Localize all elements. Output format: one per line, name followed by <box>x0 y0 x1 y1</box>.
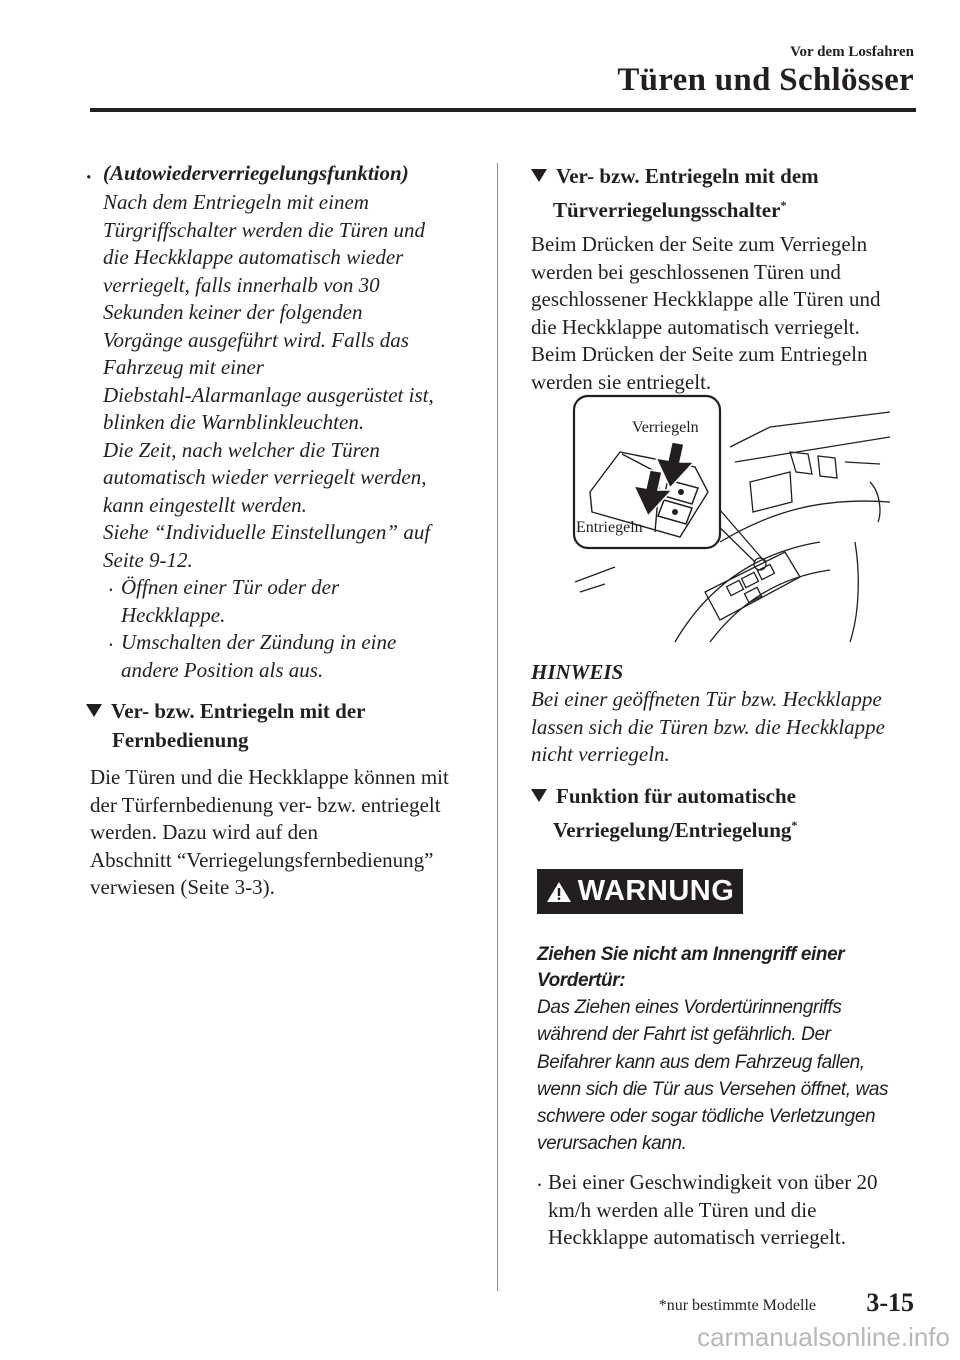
sub-bullet-open-door: Öffnen einer Tür oder der Heckklappe. <box>121 575 340 627</box>
warning-label: WARNUNG <box>577 875 735 907</box>
triangle-icon <box>86 704 102 717</box>
heading-door-switch: Ver- bzw. Entriegeln mit dem Türverriegelungsschalter* <box>531 162 819 225</box>
auto-relock-heading: (Autowiederverriegelungsfunktion) <box>103 161 409 185</box>
section-label: Vor dem Losfahren <box>790 44 914 60</box>
triangle-icon <box>531 789 547 802</box>
watermark: carmanualsonline.info <box>697 1322 950 1352</box>
warning-icon <box>546 880 572 904</box>
header-rule <box>90 108 916 112</box>
column-divider <box>497 163 498 1291</box>
note-text: Bei einer geöffneten Tür bzw. Heckklappe lassen sich die Türen bzw. die Heckklappe nicht verriegeln. <box>531 687 886 766</box>
warning-text: Das Ziehen eines Vordertürinnengriffs während der Fahrt ist gefährlich. Der Beifahrer kann aus dem Fahrzeug fallen, wenn sich die Tür aus Versehen öffnet, was schwere oder sogar tödliche Verletzungen verursachen kann. <box>537 997 889 1155</box>
page-number: 3-15 <box>866 1288 914 1317</box>
sub-bullet-dot: · <box>536 1173 543 1197</box>
door-switch-paragraph: Beim Drücken der Seite zum Verriegeln werden bei geschlossenen Türen und geschlossener Heckklappe alle Türen und die Heckklappe automatisch verriegelt. Beim Drücken der Seite zum Entriegeln werden sie entriegelt. <box>531 232 881 394</box>
note-title: HINWEIS <box>531 660 624 684</box>
warning-banner <box>537 869 743 914</box>
remote-paragraph: Die Türen und die Heckklappe können mit der Türfernbedienung ver- bzw. entriegelt werden. Dazu wird auf den Abschnitt “Verriegelungsfernbedienung” verwiesen (Seite 3-3). <box>90 765 449 899</box>
label-entriegeln: Entriegeln <box>576 519 643 536</box>
sub-bullet-dot: · <box>108 633 114 657</box>
label-verriegeln: Verriegeln <box>632 419 699 436</box>
door-switch-illustration <box>560 392 900 652</box>
heading-auto-lock: Funktion für automatische Verriegelung/Entriegelung* <box>531 782 797 845</box>
sub-bullet-dot: · <box>108 578 114 602</box>
footnote: *nur bestimmte Modelle <box>658 1297 816 1314</box>
bullet-dot: · <box>86 165 92 189</box>
auto-relock-text: Nach dem Entriegeln mit einem Türgriffschalter werden die Türen und die Heckklappe automatisch wieder verriegelt, falls innerhalb von 30 Sekunden keiner der folgenden Vorgänge ausgeführt wird. Falls das Fahrzeug mit einer Diebstahl-Alarmanlage ausgerüstet ist, blinken die Warnblinkleuchten. Die Zeit, nach welcher die Türen automatisch wieder verriegelt werden, kann eingestellt werden. Siehe “Individuelle Einstellungen” auf Seite 9-12. <box>103 190 434 572</box>
triangle-icon <box>531 169 547 182</box>
sub-bullet-ignition: Umschalten der Zündung in eine andere Position als aus. <box>121 630 397 682</box>
warning-bold-text: Ziehen Sie nicht am Innengriff einer Vordertür: <box>537 944 845 991</box>
page-title: Türen und Schlösser <box>617 62 914 98</box>
heading-remote: Ver- bzw. Entriegeln mit der Fernbedienung <box>86 697 365 755</box>
speed-lock-text: Bei einer Geschwindigkeit von über 20 km/h werden alle Türen und die Heckklappe automatisch verriegelt. <box>548 1170 878 1249</box>
